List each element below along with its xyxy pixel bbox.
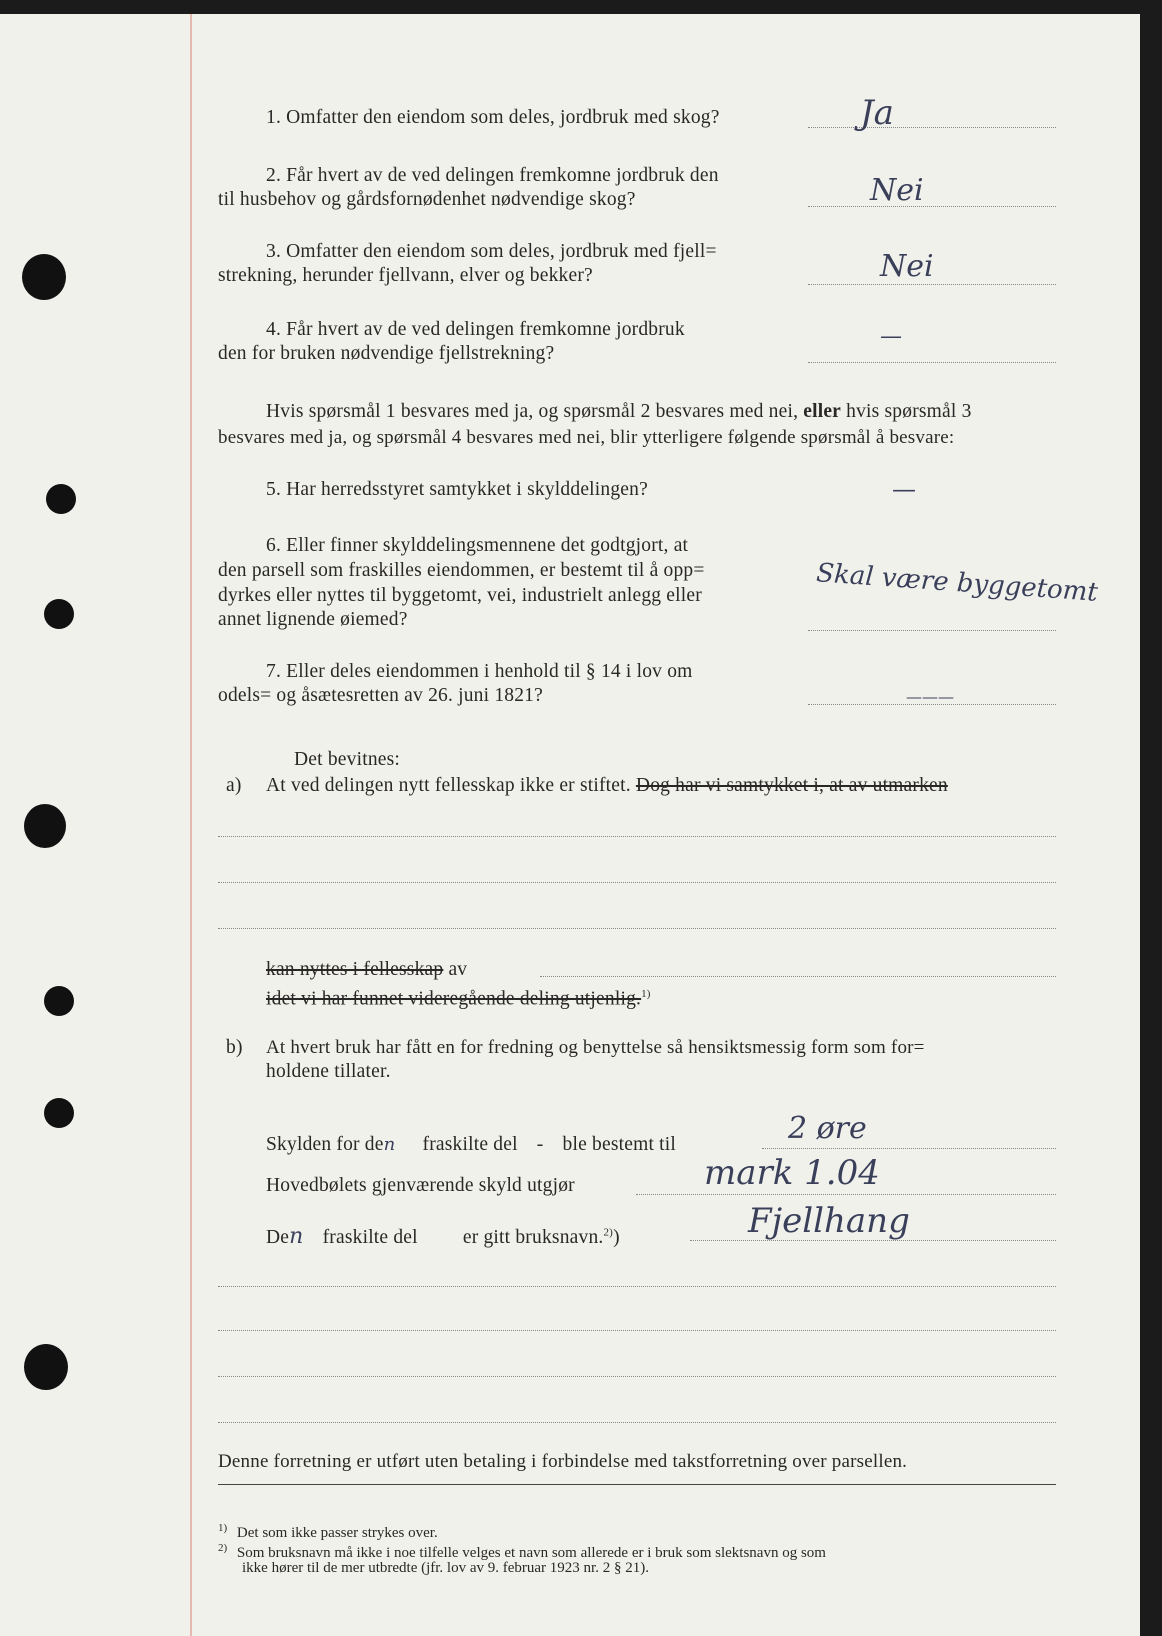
answer-line-2: [808, 206, 1056, 207]
binder-hole: [46, 484, 76, 514]
conditional-line1: [266, 400, 972, 424]
binder-hole: [22, 254, 66, 300]
footnote-2-cont: ikke hører til de mer utbredte (jfr. lov av 9. februar 1923 nr. 2 § 21).: [242, 1560, 649, 1576]
answer-1: Ja: [860, 93, 894, 133]
question-3-line2: strekning, herunder fjellvann, elver og bekker?: [218, 265, 593, 286]
question-1: 1. Omfatter den eiendom som deles, jordbruk med skog?: [266, 107, 720, 128]
footnote-rule: [218, 1484, 1056, 1485]
footnote-2-line1: Som bruksnavn må ikke i noe tilfelle velges et navn som allerede er i bruk som slektsnavn og som: [236, 1545, 826, 1561]
attest-a-line: [266, 774, 948, 798]
answer-5: —: [892, 475, 916, 503]
blank-line: [218, 1286, 1056, 1287]
question-6-line1: 6. Eller finner skylddelingsmennene det godtgjort, at: [266, 535, 689, 556]
blank-line: [218, 1422, 1056, 1423]
footnote-1-mark: 1): [218, 1522, 228, 1534]
blank-line: [218, 1330, 1056, 1331]
bruksnavn-hw-suffix: n: [289, 1224, 304, 1249]
answer-2: Nei: [870, 173, 924, 208]
binder-hole: [44, 1098, 74, 1128]
question-4-line1: 4. Får hvert av de ved delingen fremkomne jordbruk: [266, 319, 685, 340]
form-page: [0, 14, 1140, 1636]
question-6-line2: den parsell som fraskilles eiendommen, er bestemt til å opp=: [218, 560, 705, 581]
answer-4: —: [880, 324, 902, 349]
question-6-line4: annet lignende øiemed?: [218, 609, 408, 630]
question-7-line2: odels= og åsætesretten av 26. juni 1821?: [218, 685, 543, 706]
hovedbol-fill-line: [636, 1194, 1056, 1195]
question-2-line2: til husbehov og gårdsfornødenhet nødvendige skog?: [218, 189, 636, 210]
skyld-hw-suffix: n: [383, 1134, 396, 1155]
conditional-text-a: Hvis spørsmål 1 besvares med ja, og spørsmål 2 besvares med nei,: [266, 401, 799, 422]
attest-fill-line: [218, 836, 1056, 837]
hovedbol-value: mark 1.04: [704, 1153, 880, 1193]
answer-line-3: [808, 284, 1056, 285]
binder-hole: [24, 1344, 68, 1390]
conditional-bold: eller: [803, 401, 842, 422]
bruksnavn-label-b: fraskilte del: [322, 1227, 418, 1248]
answer-line-1: [808, 127, 1056, 128]
footnote-1-text: Det som ikke passer strykes over.: [236, 1525, 438, 1541]
bruksnavn-label-c: er gitt bruksnavn.: [462, 1227, 604, 1248]
question-5: 5. Har herredsstyret samtykket i skylddelingen?: [266, 479, 648, 500]
skyld-label-a: Skylden for de: [266, 1134, 384, 1155]
attest-fill-line: [218, 928, 1056, 929]
margin-rule: [190, 14, 192, 1636]
struck-text-2: idet vi har funnet videregående deling utjenlig.: [266, 988, 642, 1010]
attest-heading: Det bevitnes:: [294, 749, 401, 770]
skyld-fill-line: [762, 1148, 1056, 1149]
answer-7: ———: [906, 687, 954, 706]
skyld-row: [266, 1128, 676, 1162]
hovedbol-label: Hovedbølets gjenværende skyld utgjør: [266, 1175, 575, 1196]
struck-text-1: kan nyttes i fellesskap: [266, 959, 444, 980]
question-3-line1: 3. Omfatter den eiendom som deles, jordbruk med fjell=: [266, 241, 717, 262]
bruksnavn-row: Den fraskilte del er gitt bruksnavn.$^{2)}$): [266, 1224, 620, 1249]
binder-hole: [24, 804, 66, 848]
footnote-ref-1: 1): [641, 988, 651, 1000]
bruksnavn-value: Fjellhang: [748, 1201, 910, 1241]
answer-line-4: [808, 362, 1056, 363]
attest-b-line1: At hvert bruk har fått en for fredning og benyttelse så hensiktsmessig form som for=: [266, 1037, 925, 1058]
attest-b-label: b): [226, 1037, 243, 1058]
struck-tail-1: av: [448, 959, 468, 980]
skyld-label-d: ble bestemt til: [562, 1134, 677, 1155]
attest-a-struck: Dog har vi samtykket i, at av utmarken: [635, 775, 948, 796]
struck-fill-line: [540, 976, 1056, 977]
skyld-label-b: fraskilte del: [422, 1134, 518, 1155]
binder-hole: [44, 599, 74, 629]
skyld-dash: -: [536, 1134, 544, 1155]
footnote-ref-2: 2): [603, 1226, 614, 1239]
attest-b-line2: holdene tillater.: [266, 1061, 391, 1082]
question-4-line2: den for bruken nødvendige fjellstrekning?: [218, 343, 555, 364]
binder-hole: [44, 986, 74, 1016]
closing-statement: Denne forretning er utført uten betaling i forbindelse med takstforretning over parsellen.: [218, 1451, 908, 1472]
attest-a-text: At ved delingen nytt fellesskap ikke er stiftet.: [266, 775, 631, 796]
struck-line-2: [266, 982, 651, 1012]
answer-line-6: [808, 630, 1056, 631]
question-6-line3: dyrkes eller nyttes til byggetomt, vei, industrielt anlegg eller: [218, 585, 702, 606]
answer-3: Nei: [880, 249, 934, 284]
attest-fill-line: [218, 882, 1056, 883]
bruksnavn-label-a: De: [266, 1227, 290, 1248]
struck-line-1: [266, 958, 467, 982]
attest-a-label: a): [226, 775, 242, 796]
question-7-line1: 7. Eller deles eiendommen i henhold til § 14 i lov om: [266, 661, 693, 682]
blank-line: [218, 1376, 1056, 1377]
question-2-line1: 2. Får hvert av de ved delingen fremkomne jordbruk den: [266, 165, 719, 186]
footnote-2-mark: 2): [218, 1542, 228, 1554]
answer-6: Skal være byggetomt: [815, 558, 1099, 608]
conditional-text-b: hvis spørsmål 3: [846, 401, 972, 422]
conditional-line2: besvares med ja, og spørsmål 4 besvares med nei, blir ytterligere følgende spørsmål å besvare:: [218, 427, 955, 448]
skyld-value: 2 øre: [788, 1111, 867, 1146]
